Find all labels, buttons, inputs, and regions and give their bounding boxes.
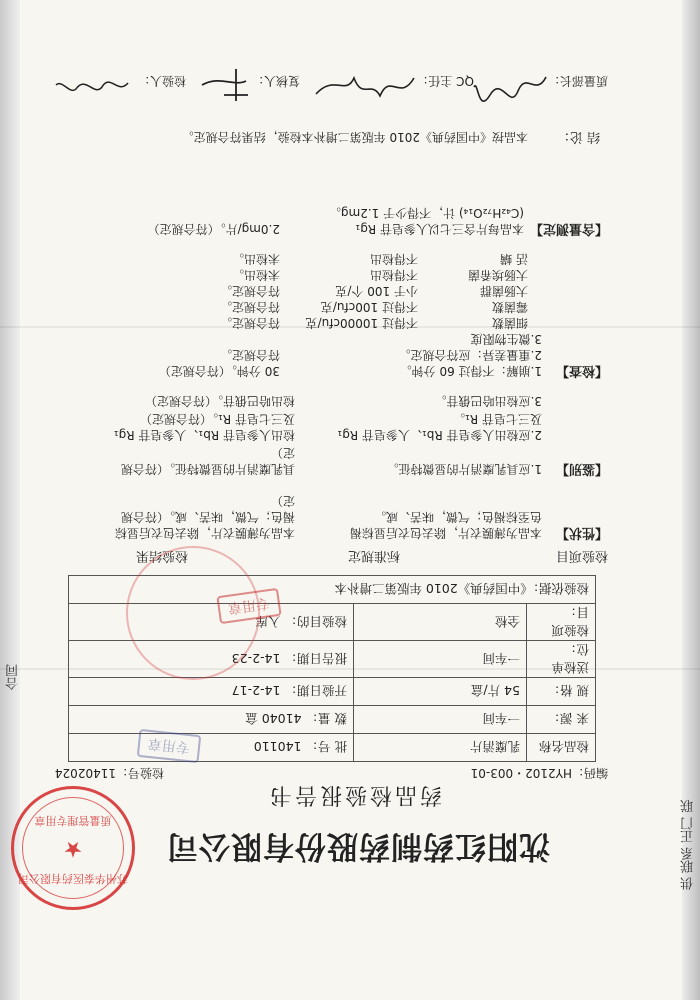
micro-result: 符合规定。 (219, 316, 280, 330)
dedicated-stamp-blue: 专用章 (137, 729, 202, 763)
micro-name: 大肠菌群 (479, 284, 528, 298)
xingzhuang-result: 褐色；气微，味苦、咸。（符合规 (120, 510, 295, 524)
micro-name: 活 螨 (500, 252, 528, 266)
xingzhuang-std: 色至棕褐色；气微，味苦、咸。 (373, 510, 542, 524)
micro-result: 未检出。 (231, 268, 280, 282)
seal-text: 苏州华泰医药有限公司 (18, 872, 128, 885)
hanliang-std: (C₄₂H₇₂O₁₄) 计，不得少于 1.2mg。 (328, 206, 524, 220)
basis: 《中国药典》2010 年版第二增补本 (334, 581, 527, 597)
batch-label: 批 号： (305, 739, 347, 755)
jianbie-2-result: 检出人参皂苷 Rb₁、人参皂苷 Rg₁ (113, 428, 295, 442)
jiancha-2-result: 符合规定。 (219, 348, 280, 362)
company-seal (11, 786, 135, 910)
company-name: 沈阳红药制药股份有限公司 (166, 828, 550, 864)
jiancha-2-std: 2.重量差异：应符合规定。 (398, 348, 542, 362)
spec: 54 片/盒 (354, 678, 527, 706)
qc-head-label: QC 主任： (416, 74, 474, 88)
qty: 41040 盒 (245, 711, 302, 727)
jianbie-3-result: 检出哈巴俄苷。（符合规定） (144, 394, 295, 408)
inspector-signature (52, 65, 132, 105)
report-date: 14-2-23 (231, 651, 281, 666)
report-no: 11402024 (54, 766, 116, 780)
spec-label: 规 格： (527, 678, 596, 706)
section-xingzhuang: 【性状】 (555, 525, 608, 540)
hanliang-result: 2.0mg/片。（符合规定） (147, 222, 280, 236)
micro-std: 小于 100 个/克 (335, 284, 418, 298)
col-standard: 标准规定 (347, 548, 400, 563)
qa-head-label: 质量部长： (547, 74, 608, 88)
seal-subtext: 质量管理专用章 (34, 814, 112, 827)
qc-head-signature (310, 66, 420, 108)
micro-std: 不得检出 (369, 252, 418, 266)
purpose-label: 检验目的： (284, 614, 347, 629)
basis-label: 检验依据： (526, 581, 589, 597)
micro-name: 细菌数 (491, 316, 528, 330)
hanliang-std: 本品每片含三七以人参皂苷 Rg₁ (355, 222, 524, 236)
micro-std: 不得过 100cfu/克 (320, 300, 418, 314)
jiancha-3-std: 3.微生物限度 (470, 332, 542, 346)
jianbie-1-std: 1.应具乳糜消片的显微特征。 (386, 462, 542, 476)
xingzhuang-result: 本品为薄膜衣片，除去包衣后显棕 (114, 526, 295, 540)
jianbie-2-std: 2.应检出人参皂苷 Rb₁、人参皂苷 Rg₁ (337, 428, 542, 442)
conclusion-text: 本品按《中国药典》2010 年版第二增补本检验，结果符合规定。 (181, 130, 528, 144)
batch-no: 140110 (253, 739, 302, 755)
source-label: 来 源： (527, 706, 596, 734)
micro-result: 符合规定。 (219, 300, 280, 314)
section-jiancha: 【检查】 (555, 363, 608, 378)
jianbie-1-result: 具乳糜消片的显微特征。（符合规 (120, 462, 295, 476)
seal-star-icon: ★ (63, 836, 83, 861)
document-code: 编码：HY2102・003-01 (470, 766, 608, 780)
report-no-label: 检验号： (115, 766, 164, 780)
micro-std: 不得检出 (369, 268, 418, 282)
jianbie-2-result: 及三七皂苷 R₁。（符合规定） (140, 412, 295, 426)
xingzhuang-std: 本品为薄膜衣片，除去包衣后显棕褐 (349, 526, 542, 540)
open-date-label: 开验日期： (284, 683, 347, 699)
edge-text-left: 供 联系 正门 联 (681, 799, 696, 890)
jianbie-3-std: 3.应检出哈巴俄苷。 (434, 394, 542, 408)
micro-result: 符合规定。 (219, 284, 280, 298)
open-date: 14-2-17 (231, 683, 281, 699)
product-name: 乳糜消片 (354, 734, 527, 762)
reviewer-label: 复核人： (251, 74, 300, 88)
item-label: 检验项目： (527, 604, 596, 641)
col-result: 检验结果 (135, 548, 188, 563)
qa-head-signature (470, 65, 550, 105)
section-hanliang: 【含量测定】 (529, 221, 608, 236)
source: 一车间 (354, 706, 527, 734)
unit-label: 送检单位： (527, 641, 596, 678)
product-label: 检品名称 (527, 734, 596, 762)
jianbie-2-std: 及三七皂苷 R₁。 (453, 412, 542, 426)
micro-name: 大肠埃希菌 (467, 268, 528, 282)
jiancha-1-std: 1.崩解：不得过 60 分钟。 (399, 364, 542, 378)
xingzhuang-result: 定） (270, 494, 295, 508)
col-item: 检验项目 (555, 548, 608, 563)
dedicated-stamp-red: 专用章 (216, 588, 281, 624)
section-jianbie: 【鉴别】 (555, 461, 608, 476)
micro-name: 霉菌数 (491, 300, 528, 314)
reviewer-signature (194, 65, 254, 105)
micro-result: 未检出。 (231, 252, 280, 266)
conclusion-label: 结 论： (556, 129, 600, 144)
qty-label: 数 量： (305, 711, 347, 727)
inspector-label: 检验人： (137, 74, 186, 88)
unit: 一车间 (354, 641, 527, 678)
report-date-label: 报告日期： (284, 651, 347, 666)
jiancha-1-result: 30 分钟。（符合规定） (158, 364, 280, 378)
edge-text-right: 合同 (6, 664, 21, 690)
faded-round-seal (126, 546, 260, 680)
item: 全检 (354, 604, 527, 641)
jianbie-1-result: 定） (270, 446, 295, 460)
micro-std: 不得过 10000cfu/克 (305, 316, 418, 330)
report-title: 药品检验报告书 (266, 782, 442, 807)
purpose: 入库 (255, 614, 281, 629)
